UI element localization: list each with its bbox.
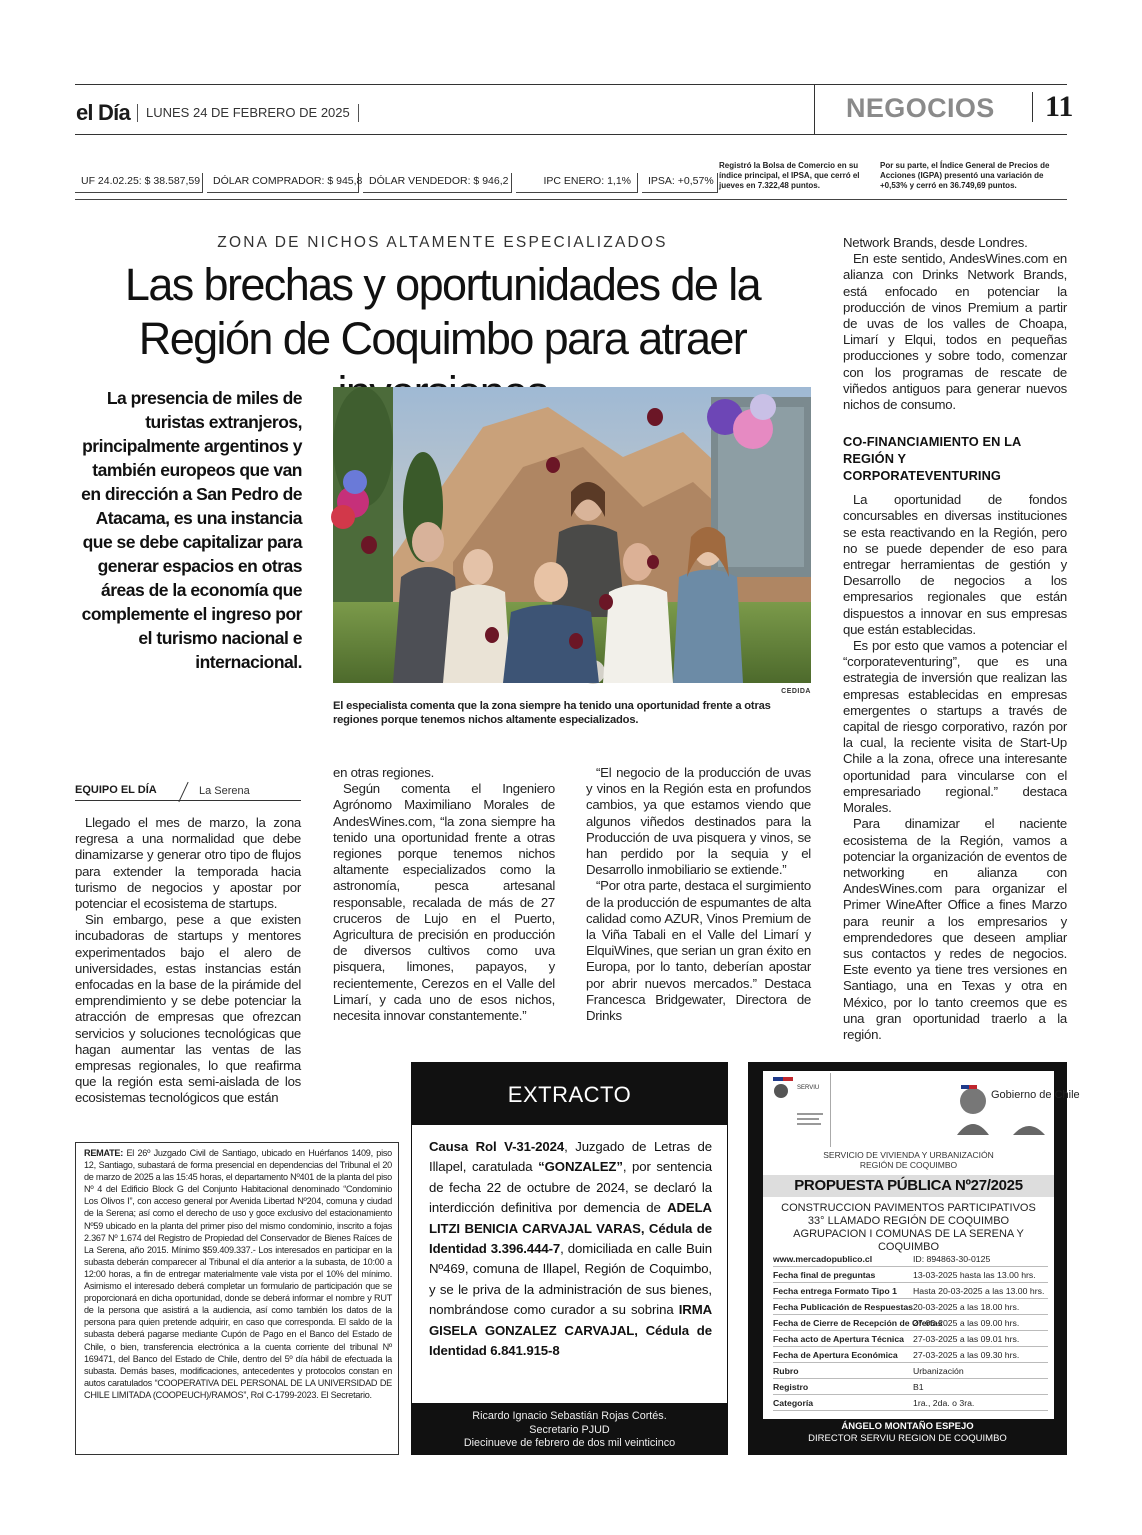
paragraph: “Por otra parte, destaca el surgimiento de la producción de espumantes de alta calidad como AZUR, Vinos Premium de la Viña Tabali en el Valle del Limarí y ElquiWines, que serian un gran éxito en Europa, por lo tanto, deberían apostar por abrir nuevos mercados.” Destaca Francesca Bridgewater, Directora de Drinks xyxy=(586,878,811,1024)
article-kicker: ZONA DE NICHOS ALTAMENTE ESPECIALIZADOS xyxy=(217,234,668,251)
paragraph: Llegado el mes de marzo, la zona regresa a una normalidad que debe dinamizarse y generar otro tipo de flujos para extender la temporada hacia turismo de negocios y apostar por potenciar el ecosistema de startups. xyxy=(75,815,301,912)
serviu-logo-label: SERVIU xyxy=(797,1085,820,1091)
paragraph: Para dinamizar el naciente ecosistema de la Región, vamos a potenciar la organización de eventos de networking en alianza con AndesWines.com para organizar el Primer WineAfter Office a fines Marzo para reunir a los empresarios y emprendedores que deseen ampliar sus contactos y redes de negocios. Este evento ya tiene tres versiones en Santiago, una en Texas y otra en México, por lo tanto creemos que es una gran oportunidad traerlo a la región. xyxy=(843,816,1067,1042)
paragraph: Es por esto que vamos a potenciar el “corporateventuring”, que es una estrategia de inversión que realizan las empresas establecidas en empresas emergentes o startups a través de capital de riesgo corporativo, razón por la cual, la reciente visita de Start-Up Chile a la zona, ofrece una interesante oportunidad para vincularse con el empresariado regional.” destaca Morales. xyxy=(843,638,1067,816)
indicators-rule xyxy=(75,199,1067,200)
photo-caption: El especialista comenta que la zona siempre ha tenido una oportunidad frente a otras regiones porque tenemos nichos altamente especializados. xyxy=(333,700,771,726)
byline xyxy=(75,783,301,801)
issue-date: LUNES 24 DE FEBRERO DE 2025 xyxy=(137,104,359,122)
agency-name xyxy=(763,1151,1054,1170)
row-value: 27-03-2025 a las 09.30 hrs. xyxy=(913,1350,1020,1360)
row-value: 20-03-2025 a las 18.00 hrs. xyxy=(913,1302,1020,1312)
extracto-curator: IRMA GISELA GONZALEZ CARVAJAL, Cédula de Identidad 6.841.915-8 xyxy=(429,1302,712,1359)
extracto-caratula: “GONZALEZ” xyxy=(538,1159,623,1175)
group-toast-photo xyxy=(333,387,811,683)
propuesta-description: CONSTRUCCION PAVIMENTOS PARTICIPATIVOS 33° LLAMADO REGIÓN DE COQUIMBO AGRUPACION I COMUNAS DE LA SERENA Y COQUIMBO xyxy=(781,1202,1036,1253)
page-number: 11 xyxy=(1032,92,1073,122)
row-key: Registro xyxy=(773,1382,809,1392)
row-key: Fecha de Cierre de Recepción de Ofertas xyxy=(773,1318,943,1328)
byline-divider xyxy=(178,782,188,802)
row-key: Fecha de Apertura Económica xyxy=(773,1350,898,1360)
photo-credit: CEDIDA xyxy=(781,688,811,695)
extracto-notice xyxy=(411,1062,728,1455)
economic-indicators xyxy=(75,165,722,193)
signer-role: Secretario PJUD xyxy=(529,1423,610,1436)
extracto-person: ADELA LITZI BENICIA CARVAJAL VARAS, Cédula de Identidad 3.396.444-7 xyxy=(429,1200,712,1257)
article-column-1 xyxy=(75,815,301,1107)
remate-notice xyxy=(75,1142,399,1455)
paragraph: Network Brands, desde Londres. xyxy=(843,235,1028,250)
newspaper-logo: el Día xyxy=(76,100,130,125)
paragraph: en otras regiones. xyxy=(333,765,435,780)
row-value: 27-03-2025 a las 09.01 hrs. xyxy=(913,1334,1020,1344)
article-subhead: CO-FINANCIAMIENTO EN LA REGIÓN Y CORPORATEVENTURING xyxy=(843,434,1021,484)
chile-coat-of-arms-icon xyxy=(953,1077,1080,1149)
row-key: Fecha final de preguntas xyxy=(773,1270,876,1280)
serviu-emblem-icon xyxy=(767,1073,827,1145)
extracto-body xyxy=(429,1137,712,1361)
table-row xyxy=(773,1299,1048,1315)
propuesta-panel xyxy=(763,1071,1080,1419)
article-column-2 xyxy=(333,765,555,1024)
row-value: B1 xyxy=(913,1382,924,1392)
row-value: 13-03-2025 hasta las 13.00 hrs. xyxy=(913,1270,1036,1280)
row-key: Fecha entrega Formato Tipo 1 xyxy=(773,1286,897,1296)
indicator-dolar-vendedor: DÓLAR VENDEDOR: $ 946,2 xyxy=(363,173,512,193)
paragraph: Según comenta el Ingeniero Agrónomo Maximiliano Morales de AndesWines.com, “la zona siempre ha tenido una oportunidad frente a otras regiones porque tenemos nichos altamente especializados como la astronomía, pesca artesanal responsable, recalada de más de 27 cruceros de Lujo en el Puerto, Agricultura de precisión en producción de diversos cultivos como uva pisquera, limones, papayos, y recientemente, Cerezos en el Valle del Limarí, y cada uno de esos nichos, necesita innovar constantemente.” xyxy=(333,781,555,1024)
table-row xyxy=(773,1363,1048,1379)
extracto-text: , por sentencia de fecha 22 de octubre de 2024, se declaró la interdicción definitiva por demencia de xyxy=(429,1159,712,1216)
paragraph: Sin embargo, pese a que existen incubadoras de startups y mentores experimentados bajo el alero de universidades, estas instancias están enfocadas en la base de la pirámide del emprendimiento y se debe potenciar la atracción de empresas que ofrezcan servicios y soluciones tecnológicas que hagan aumentar las ventas de las empresas regionales, lo que reafirma que la región esta semi-aislada de los ecosistemas tecnológicos que están xyxy=(75,912,301,1106)
agency-region: REGIÓN DE COQUIMBO xyxy=(859,1159,958,1170)
row-value: Hasta 20-03-2025 a las 13.00 hrs. xyxy=(913,1286,1045,1296)
article-lead: La presencia de miles de turistas extranjeros, principalmente argentinos y también europeos que van en dirección a San Pedro de Atacama, es una instancia que se debe capitalizar para generar espacios en otras áreas de la economía que complemente el ingreso por el turismo nacional e internacional. xyxy=(81,388,302,672)
paragraph: La oportunidad de fondos concursables en diversas instituciones se esta reactivando en la Región, pero no se puede depender de eso para entregar herramientas de gestión y Desarrollo de negocios a los empresarios regionales que están dispuestos a innovar en sus empresas que están establecidas. xyxy=(843,492,1067,637)
remate-label: REMATE: xyxy=(84,1148,123,1158)
table-row xyxy=(773,1347,1048,1363)
extracto-signature xyxy=(412,1403,727,1455)
extracto-title: EXTRACTO xyxy=(412,1063,727,1125)
remate-text: El 26º Juzgado Civil de Santiago, ubicado en Huérfanos 1409, piso 12, Santiago, subastará de forma presencial en dependencias del Tribunal el 20 de marzo de 2025 a las 15:45 horas, el departamento Nº401 de la planta del piso Nº 4 del Edificio Block G del Conjunto Habitacional denominado “Condominio Los Olivos I”, con acceso general por Avenida Libertad Nº204, comuna y ciudad de la Serena; así como el derecho de uso y goce exclusivo del estacionamiento Nº59 ubicado en la planta del primer piso del mismo condominio, inscrito a fojas 2.367 Nº 1.674 del Registro de Propiedad del Conservador de Bienes Raíces de La Serena, año 2015. Mínimo $59.409.337.- Los interesados en participar en la subasta deberán comparecer al Tribunal el día anterior a la subasta, de 10:00 a 12:00 horas, a fin de entregar materialmente vale vista por el 10% del mínimo. Asimismo el interesado deberá completar un formulario de participación que se proporcionará en dicha oportunidad, donde se deberá informar el nombre y RUT de la persona que asistirá a la audiencia, así como también los datos de la persona para quien pretende adquirir, en caso que corresponda. El saldo de la subasta deberá pagarse mediante Cupón de Pago en el Banco del Estado de Chile, o bien, transferencia electrónica a la cuenta corriente del tribunal Nº 169471, del Banco del Estado de Chile, dentro del 5º día hábil de efectuada la subasta. Demás bases, modificaciones, antecedentes y protocolos constan en autos caratulados “COOPERATIVA DEL PERSONAL DE LA UNIVERSIDAD DE CHILE LIMITADA (COOPEUCH)/RAMOS”, Rol C-1799-2023. El Secretario. xyxy=(84,1148,392,1400)
signer-name: Ricardo Ignacio Sebastián Rojas Cortés. xyxy=(472,1410,667,1422)
table-row xyxy=(773,1379,1048,1395)
table-row xyxy=(773,1283,1048,1299)
article-column-3 xyxy=(586,765,811,1024)
row-key: www.mercadopublico.cl xyxy=(773,1254,873,1264)
table-row xyxy=(773,1267,1048,1283)
article-photo xyxy=(333,387,811,683)
propuesta-table xyxy=(773,1251,1048,1411)
byline-author: EQUIPO EL DÍA xyxy=(75,784,157,796)
byline-place: La Serena xyxy=(199,785,250,797)
signature-date: Diecinueve de febrero de dos mil veinticinco xyxy=(463,1437,676,1449)
row-value: ID: 894863-30-0125 xyxy=(913,1254,991,1264)
indicator-uf: UF 24.02.25: $ 38.587,59 xyxy=(75,173,203,193)
extracto-text: , domiciliada en calle Buin Nº469, comuna de Illapel, Región de Coquimbo, y se le priva de la administración de sus bienes, nombrándose como curador a su sobrina xyxy=(429,1241,712,1318)
indicator-ipc: IPC ENERO: 1,1% xyxy=(516,173,638,193)
row-value: 1ra., 2da. o 3ra. xyxy=(913,1398,975,1408)
extracto-text: , Juzgado de Letras de Illapel, caratulada xyxy=(429,1139,713,1175)
row-key: Fecha Publicación de Respuestas xyxy=(773,1302,914,1312)
article-column-4 xyxy=(843,235,1067,1043)
indicator-dolar-comprador: DÓLAR COMPRADOR: $ 945,8 xyxy=(207,173,359,193)
extracto-case: Causa Rol V-31-2024 xyxy=(429,1139,565,1154)
article-headline: Las brechas y oportunidades de la Región de Coquimbo para atraer xyxy=(124,259,761,364)
table-row xyxy=(773,1331,1048,1347)
row-value: Urbanización xyxy=(913,1366,964,1376)
table-row xyxy=(773,1315,1048,1331)
signer-role: DIRECTOR SERVIU REGION DE COQUIMBO xyxy=(808,1433,1007,1444)
section-name: NEGOCIOS xyxy=(846,93,995,123)
indicator-ipsa: IPSA: +0,57% xyxy=(642,173,718,193)
ipsa-note: Registró la Bolsa de Comercio en su índice principal, el IPSA, que cerró el jueves en 7.322,48 puntos. xyxy=(719,161,860,190)
igpa-note: Por su parte, el Índice General de Precios de Acciones (IGPA) presentó una variación de +0,53% y cerró en 36.749,69 puntos. xyxy=(880,161,1050,190)
propuesta-publica-ad xyxy=(748,1062,1080,1455)
signer-name: ÁNGELO MONTAÑO ESPEJO xyxy=(841,1421,974,1432)
table-row xyxy=(773,1395,1048,1411)
propuesta-title: PROPUESTA PÚBLICA Nº27/2025 xyxy=(763,1175,1054,1197)
propuesta-signature xyxy=(749,1421,1066,1445)
paragraph: “El negocio de la producción de uvas y vinos en la Región esta en profundos cambios, ya que estamos viendo que algunos viñedos destinados para la Producción de uva pisquera y vinos, se han perdido por la sequia y el Desarrollo inmobiliario se extiende.” xyxy=(586,765,811,878)
row-key: Fecha acto de Apertura Técnica xyxy=(773,1334,904,1344)
gobierno-label: Gobierno de Chile xyxy=(991,1089,1080,1101)
header-bottom-rule xyxy=(75,134,1067,135)
row-key: Categoría xyxy=(773,1398,814,1408)
agency-line: SERVICIO DE VIVIENDA Y URBANIZACIÓN xyxy=(823,1150,994,1160)
paragraph: En este sentido, AndesWines.com en alianza con Drinks Network Brands, está enfocado en potenciar la producción de vinos Premium a partir de uvas de los valles de Choapa, Limarí y Elqui, todos en pequeñas producciones y sobre todo, comenzar con los programas de rescate de viñedos antiguos para generar nuevos nichos de consumo. xyxy=(843,251,1067,413)
row-value: 27-03-2025 a las 09.00 hrs. xyxy=(913,1318,1020,1328)
row-key: Rubro xyxy=(773,1366,799,1376)
gobierno-de-chile-logo xyxy=(953,1077,1080,1149)
serviu-logo xyxy=(767,1073,831,1147)
table-row xyxy=(773,1251,1048,1267)
